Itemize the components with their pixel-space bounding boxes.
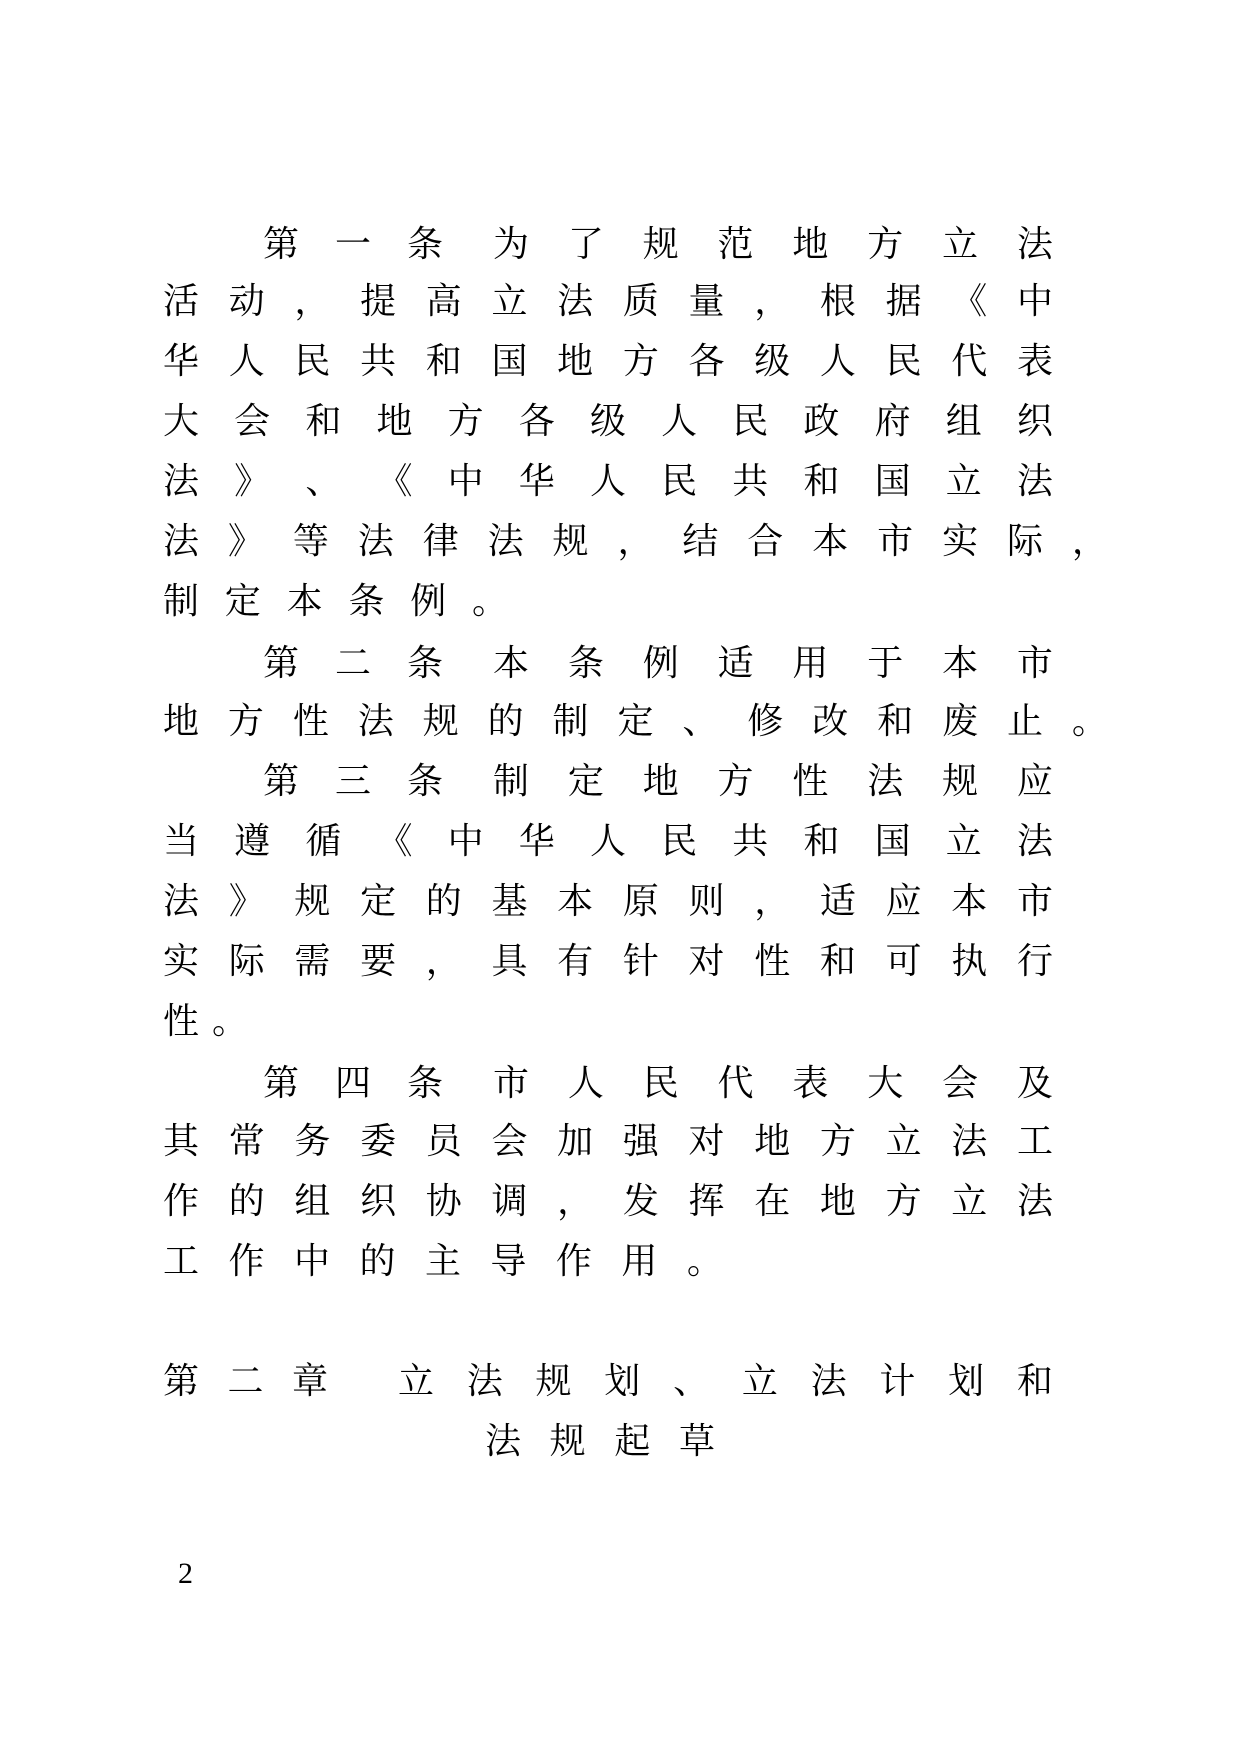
chapter-2-title-line-1: 立 法 规 划 、 立 法 计 划 和 [398,1361,1053,1402]
article-4-line-1: 市 人 民 代 表 大 会 及 [493,1063,1053,1104]
article-1-line-7: 制 定 本 条 例 。 [163,581,508,622]
article-3-number: 第 三 条 [263,761,443,802]
article-4-line-2: 其 常 务 委 员 会 加 强 对 地 方 立 法 工 [163,1121,1053,1162]
article-3-line-4: 实 际 需 要 ， 具 有 针 对 性 和 可 执 行 [163,941,1053,982]
article-3-line-2: 当 遵 循 《 中 华 人 民 共 和 国 立 法 [163,821,1053,862]
article-2-line-2: 地 方 性 法 规 的 制 定 、 修 改 和 废 止 。 [163,701,1108,742]
article-3-line-3: 法 》 规 定 的 基 本 原 则 ， 适 应 本 市 [163,881,1053,922]
article-2-number: 第 二 条 [263,643,443,684]
article-1-line-2: 活 动 ， 提 高 立 法 质 量 ， 根 据 《 中 [163,281,1053,322]
article-2-first-line [263,634,1053,694]
article-1-line-4: 大 会 和 地 方 各 级 人 民 政 府 组 织 [163,401,1053,442]
article-3-first-line [263,752,1053,812]
article-2-line-1: 本 条 例 适 用 于 本 市 [493,643,1053,684]
page-number: 2 [178,1557,193,1590]
article-3-line-1: 制 定 地 方 性 法 规 应 [493,761,1053,802]
article-1-first-line [263,215,1053,275]
chapter-2-title-line-2: 法 规 起 草 [485,1421,715,1462]
article-4-line-3: 作 的 组 织 协 调 ， 发 挥 在 地 方 立 法 [163,1181,1053,1222]
article-1-number: 第 一 条 [263,224,443,265]
article-1-line-3: 华 人 民 共 和 国 地 方 各 级 人 民 代 表 [163,341,1053,382]
article-4-line-4: 工 作 中 的 主 导 作 用 。 [163,1241,723,1282]
chapter-2-heading [163,1352,1053,1412]
article-1-line-5: 法 》 、 《 中 华 人 民 共 和 国 立 法 [163,461,1053,502]
chapter-2-number: 第 二 章 [163,1361,328,1402]
article-3-line-5: 性 。 [163,1001,248,1042]
article-1-line-6: 法 》 等 法 律 法 规 ， 结 合 本 市 实 际 ， [163,521,1108,562]
article-4-number: 第 四 条 [263,1063,443,1104]
article-4-first-line [263,1054,1053,1114]
article-1-line-1: 为 了 规 范 地 方 立 法 [493,224,1053,265]
